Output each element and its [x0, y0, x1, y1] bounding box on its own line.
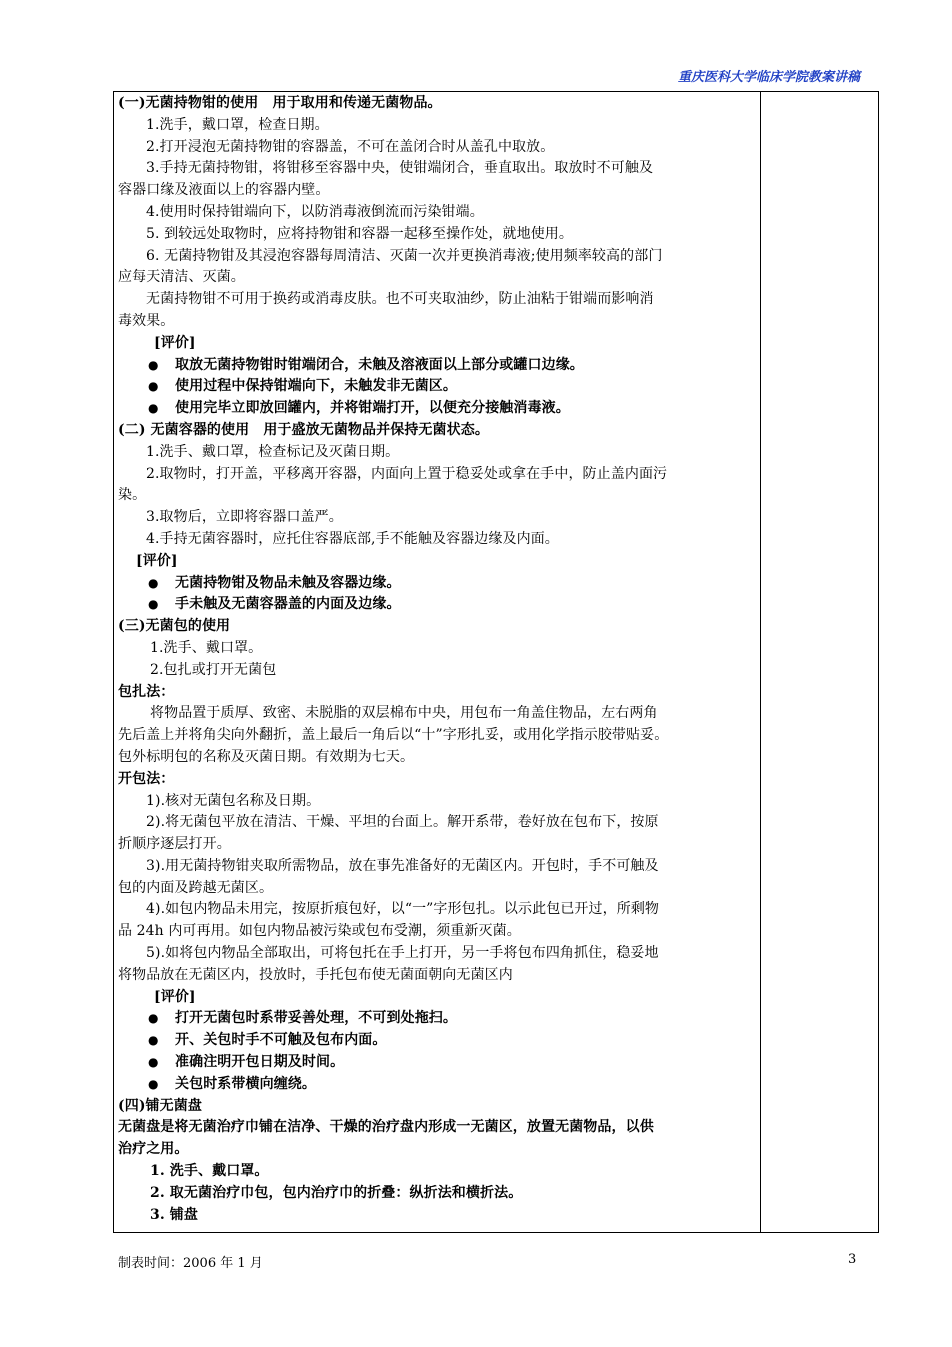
text-line: 2.打开浸泡无菌持物钳的容器盖，不可在盖闭合时从盖孔中取放。	[146, 138, 555, 155]
text-line: 4).如包内物品未用完，按原折痕包好，以“一”字形包扎。以示此包已开过，所剩物	[146, 901, 660, 918]
step-item: 2. 取无菌治疗巾包，包内治疗巾的折叠：纵折法和横折法。	[150, 1184, 523, 1201]
text-line: 将物品放在无菌区内，投放时，手托包布使无菌面朝向无菌区内	[118, 966, 513, 983]
text-line: 包外标明包的名称及灭菌日期。有效期为七天。	[118, 748, 415, 765]
subheading-open: 开包法：	[118, 770, 175, 787]
bullet-item: ● 开、关包时手不可触及包布内面。	[118, 1030, 756, 1052]
step-item: 3. 铺盘	[150, 1206, 198, 1223]
step-item: 1. 洗手、戴口罩。	[150, 1163, 269, 1180]
bullet-icon: ●	[148, 597, 159, 612]
bullet-item: ● 手未触及无菌容器盖的内面及边缘。	[118, 594, 756, 616]
text-line: 毒效果。	[118, 312, 175, 329]
evaluation-label: [评价]	[154, 988, 196, 1005]
text-line: 包的内面及跨越无菌区。	[118, 879, 274, 896]
text-line: 3).用无菌持物钳夹取所需物品，放在事先准备好的无菌区内。开包时，手不可触及	[146, 857, 659, 874]
bullet-icon: ●	[148, 1033, 159, 1048]
text-line: 3.手持无菌持物钳，将钳移至容器中央，使钳端闭合，垂直取出。取放时不可触及	[146, 160, 654, 177]
header-title: 重庆医科大学临床学院教案讲稿	[677, 70, 860, 85]
text-line: 5).如将包内物品全部取出，可将包托在手上打开，另一手将包布四角抓住，稳妥地	[146, 945, 659, 962]
text-line: 应每天清洁、灭菌。	[118, 269, 245, 286]
text-line: 2.取物时，打开盖，平移离开容器，内面向上置于稳妥处或拿在手中，防止盖内面污	[146, 465, 668, 482]
section-heading-4: (四)铺无菌盘	[118, 1097, 202, 1114]
bullet-item: ● 使用完毕立即放回罐内，并将钳端打开，以便充分接触消毒液。	[118, 398, 756, 420]
text-line: 染。	[118, 487, 147, 504]
text-line: 治疗之用。	[118, 1141, 189, 1158]
text-line: 将物品置于质厚、致密、未脱脂的双层棉布中央，用包布一角盖住物品，左右两角	[150, 705, 658, 722]
text-line: 3.取物后，立即将容器口盖严。	[146, 509, 343, 526]
page-number: 3	[848, 1252, 857, 1267]
text-line: 折顺序逐层打开。	[118, 836, 231, 853]
bullet-icon: ●	[148, 401, 159, 416]
text-line: 品 24h 内可再用。如包内物品被污染或包布受潮，须重新灭菌。	[118, 923, 521, 940]
bullet-item: ● 使用过程中保持钳端向下，未触发非无菌区。	[118, 376, 756, 398]
bullet-icon: ●	[148, 1076, 159, 1091]
bullet-icon: ●	[148, 379, 159, 394]
bullet-icon: ●	[148, 1055, 159, 1070]
section-heading-3: (三)无菌包的使用	[118, 618, 231, 635]
evaluation-label: [评价]	[154, 334, 196, 351]
text-line: 6. 无菌持物钳及其浸泡容器每周清洁、灭菌一次并更换消毒液;使用频率较高的部门	[146, 247, 663, 264]
subheading-wrap: 包扎法：	[118, 683, 175, 700]
text-line: 4.手持无菌容器时，应托住容器底部,手不能触及容器边缘及内面。	[146, 530, 559, 547]
footer-date: 制表时间：2006 年 1 月	[118, 1256, 263, 1271]
evaluation-label: [评价]	[136, 552, 178, 569]
text-line: 无菌持物钳不可用于换药或消毒皮肤。也不可夹取油纱，防止油粘于钳端而影响消	[146, 291, 654, 308]
content-cell	[118, 93, 756, 1226]
text-line: 1.洗手、戴口罩。	[150, 639, 263, 656]
text-line: 容器口缘及液面以上的容器内壁。	[118, 182, 330, 199]
bullet-icon: ●	[148, 1011, 159, 1026]
text-line: 2).将无菌包平放在清洁、干燥、平坦的台面上。解开系带，卷好放在包布下，按原	[146, 814, 659, 831]
bullet-item: ● 打开无菌包时系带妥善处理，不可到处拖扫。	[118, 1008, 756, 1030]
section-heading-2: (二) 无菌容器的使用 用于盛放无菌物品并保持无菌状态。	[118, 421, 489, 438]
text-line: 1.洗手，戴口罩，检查日期。	[146, 116, 329, 133]
bullet-item: ● 无菌持物钳及物品未触及容器边缘。	[118, 573, 756, 595]
bullet-item: ● 关包时系带横向缠绕。	[118, 1074, 756, 1096]
text-line: 1.洗手、戴口罩，检查标记及灭菌日期。	[146, 443, 400, 460]
text-line: 2.包扎或打开无菌包	[150, 661, 277, 678]
text-line: 无菌盘是将无菌治疗巾铺在洁净、干燥的治疗盘内形成一无菌区，放置无菌物品，以供	[118, 1119, 654, 1136]
text-line: 4.使用时保持钳端向下，以防消毒液倒流而污染钳端。	[146, 203, 484, 220]
column-divider	[760, 91, 761, 1233]
text-line: 1).核对无菌包名称及日期。	[146, 792, 321, 809]
bullet-item: ● 取放无菌持物钳时钳端闭合，未触及溶液面以上部分或罐口边缘。	[118, 355, 756, 377]
bullet-icon: ●	[148, 575, 159, 590]
text-line: 5. 到较远处取物时，应将持物钳和容器一起移至操作处，就地使用。	[146, 225, 574, 242]
bullet-icon: ●	[148, 357, 159, 372]
section-heading-1: (一)无菌持物钳的使用 用于取用和传递无菌物品。	[118, 95, 442, 111]
bullet-item: ● 准确注明开包日期及时间。	[118, 1052, 756, 1074]
text-line: 先后盖上并将角尖向外翻折，盖上最后一角后以“十”字形扎妥，或用化学指示胶带贴妥。	[118, 727, 669, 744]
